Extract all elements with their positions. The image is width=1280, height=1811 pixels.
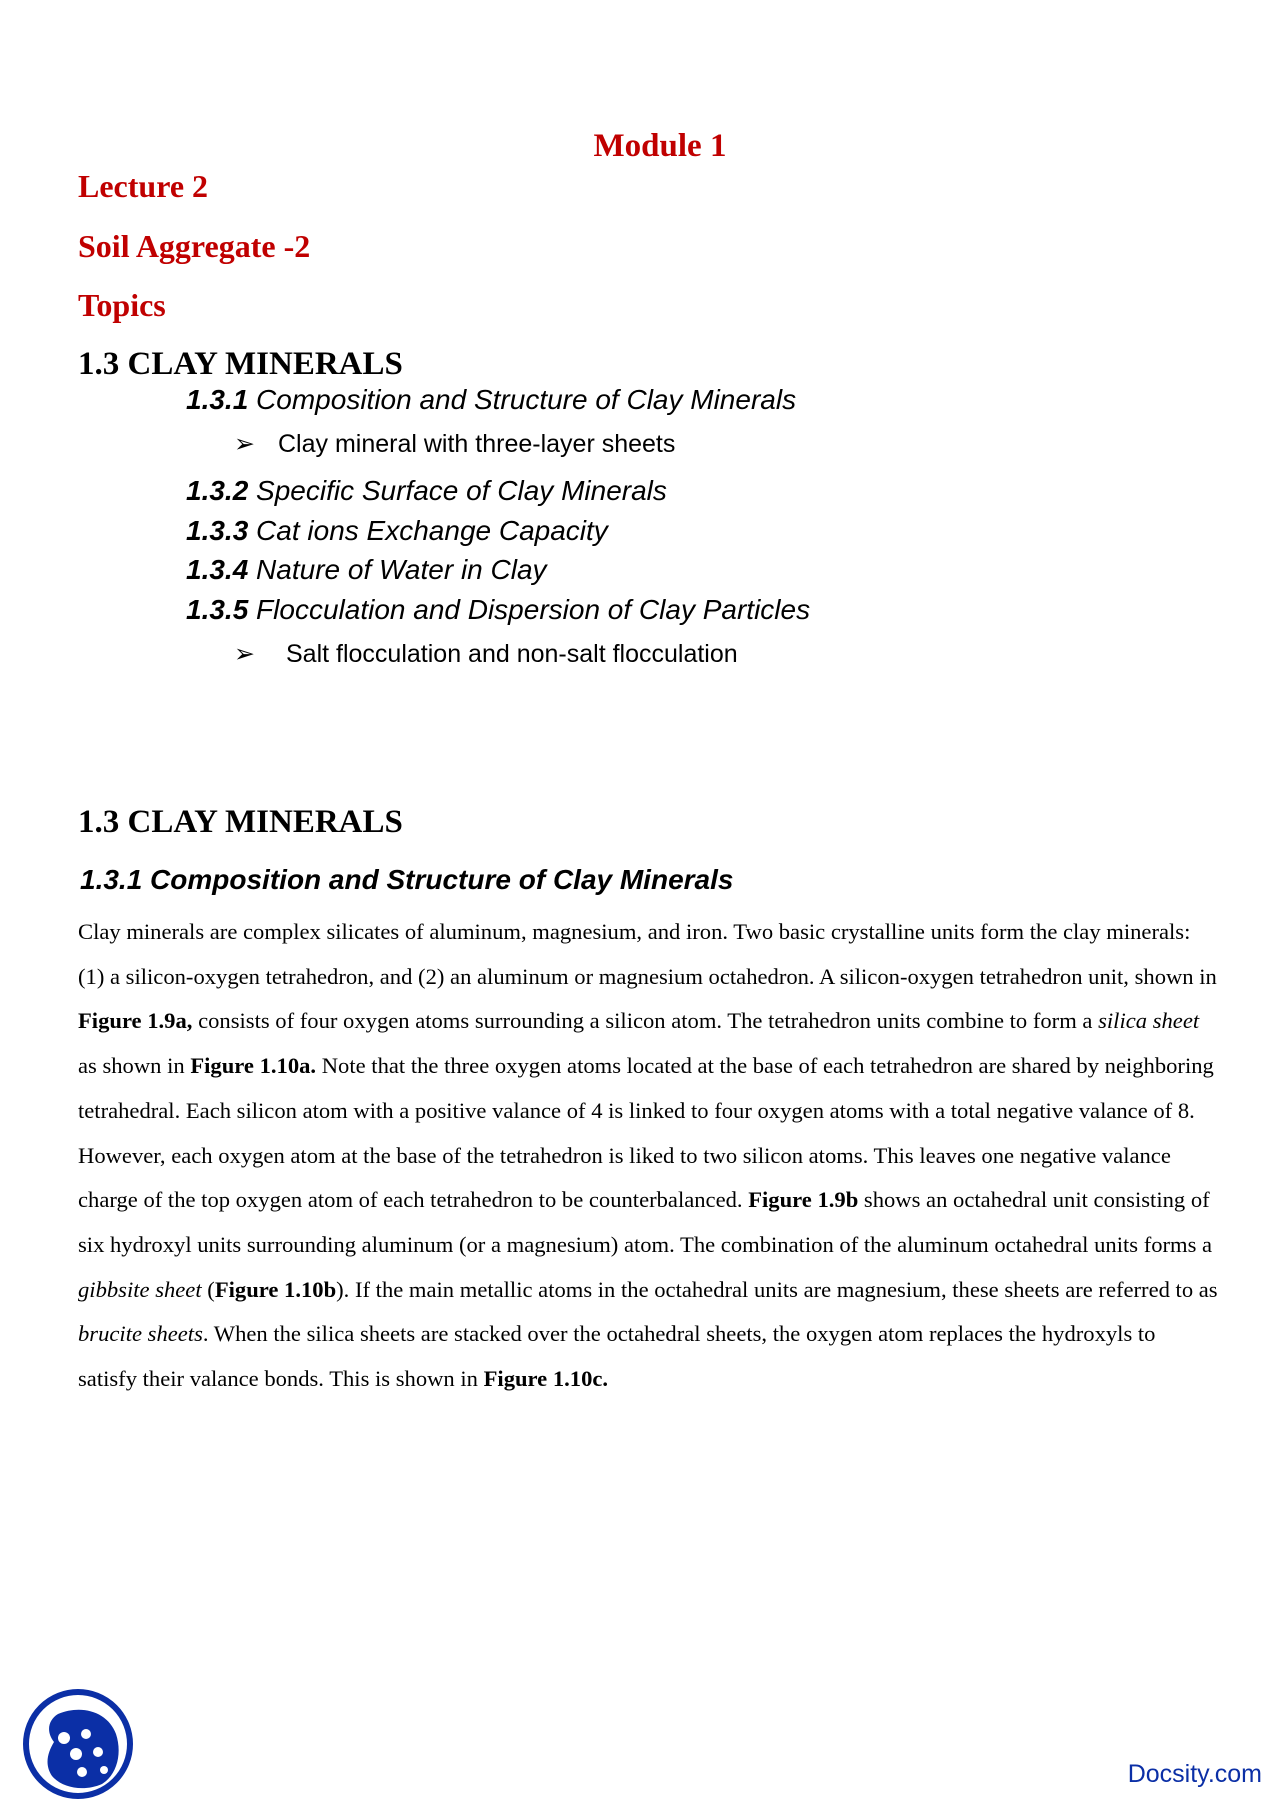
toc-item-title: Cat ions Exchange Capacity <box>248 515 608 546</box>
para-text: ). If the main metallic atoms in the octahedral units are magnesium, these sheets are referred to as <box>336 1276 1218 1302</box>
toc-item-number: 1.3.4 <box>186 554 249 585</box>
toc-item <box>186 594 810 626</box>
para-text: as shown in <box>78 1053 191 1079</box>
term: gibbsite sheet <box>78 1276 202 1302</box>
toc-bullet <box>234 639 738 669</box>
subtitle: Soil Aggregate -2 <box>78 228 311 264</box>
docsity-footer-link[interactable]: Docsity.com <box>1127 1760 1262 1788</box>
toc-item-title: Nature of Water in Clay <box>248 554 547 585</box>
toc-bullet-text: Clay mineral with three-layer sheets <box>278 430 676 458</box>
toc-item-title: Flocculation and Dispersion of Clay Particles <box>248 594 811 625</box>
toc-item <box>186 384 796 416</box>
body-paragraph <box>78 910 1218 1402</box>
docsity-logo-icon <box>22 1688 134 1800</box>
figure-ref: Figure 1.10b <box>214 1276 337 1302</box>
para-text: Note that the three oxygen atoms located at the base of each tetrahedron are shared by neighboring tetrahedral. Each silicon atom with a positive valance of 4 is linked to four oxygen atoms with a total negative valance of 8. However, each oxygen atom at the base of the tetrahedron is liked to two silicon atoms. This leaves one negative valance charge of the top oxygen atom of each tetrahedron to be counterbalanced. <box>78 1053 1214 1213</box>
term: silica sheet <box>1098 1008 1200 1034</box>
lecture-title: Lecture 2 <box>78 168 209 204</box>
figure-ref: Figure 1.9a, <box>78 1008 193 1034</box>
toc-item-title: Composition and Structure of Clay Minerals <box>248 384 797 415</box>
toc-item <box>186 515 608 547</box>
toc-item-number: 1.3.3 <box>186 515 249 546</box>
para-text: consists of four oxygen atoms surrounding a silicon atom. The tetrahedron units combine to form a <box>192 1008 1099 1034</box>
module-title: Module 1 <box>593 128 727 164</box>
figure-ref: Figure 1.10a. <box>190 1053 317 1079</box>
term: brucite sheets <box>78 1321 203 1347</box>
toc-item <box>186 475 667 507</box>
subsection-heading: 1.3.1 Composition and Structure of Clay Minerals <box>80 864 734 895</box>
toc-item-number: 1.3.1 <box>186 384 249 415</box>
toc-item-number: 1.3.2 <box>186 475 249 506</box>
para-text: . When the silica sheets are stacked over the octahedral sheets, the oxygen atom replaces the hydroxyls to satisfy their valance bonds. This is shown in <box>78 1321 1156 1392</box>
toc-item-title: Specific Surface of Clay Minerals <box>248 475 667 506</box>
toc-item <box>186 554 547 586</box>
toc-bullet <box>234 429 675 459</box>
para-text: ( <box>201 1276 215 1302</box>
topics-label: Topics <box>78 287 166 323</box>
figure-ref: Figure 1.10c. <box>483 1366 609 1392</box>
para-text: Clay minerals are complex silicates of aluminum, magnesium, and iron. Two basic crystalline units form the clay minerals: (1) a silicon-oxygen tetrahedron, and (2) an aluminum or magnesium octahedron. A silicon-oxygen tetrahedron unit, shown in <box>78 919 1217 989</box>
para-text: shows an octahedral unit consisting of six hydroxyl units surrounding aluminum (or a magnesium) atom. The combination of the aluminum octahedral units forms a <box>78 1187 1213 1257</box>
figure-ref: Figure 1.9b <box>748 1187 859 1213</box>
toc-section-heading: 1.3 CLAY MINERALS <box>78 346 403 382</box>
toc-bullet-text: Salt flocculation and non-salt flocculation <box>286 640 738 668</box>
section-heading: 1.3 CLAY MINERALS <box>78 804 403 840</box>
toc-item-number: 1.3.5 <box>186 594 249 625</box>
arrow-bullet-icon: ➢ <box>234 640 255 668</box>
arrow-bullet-icon: ➢ <box>234 430 255 458</box>
